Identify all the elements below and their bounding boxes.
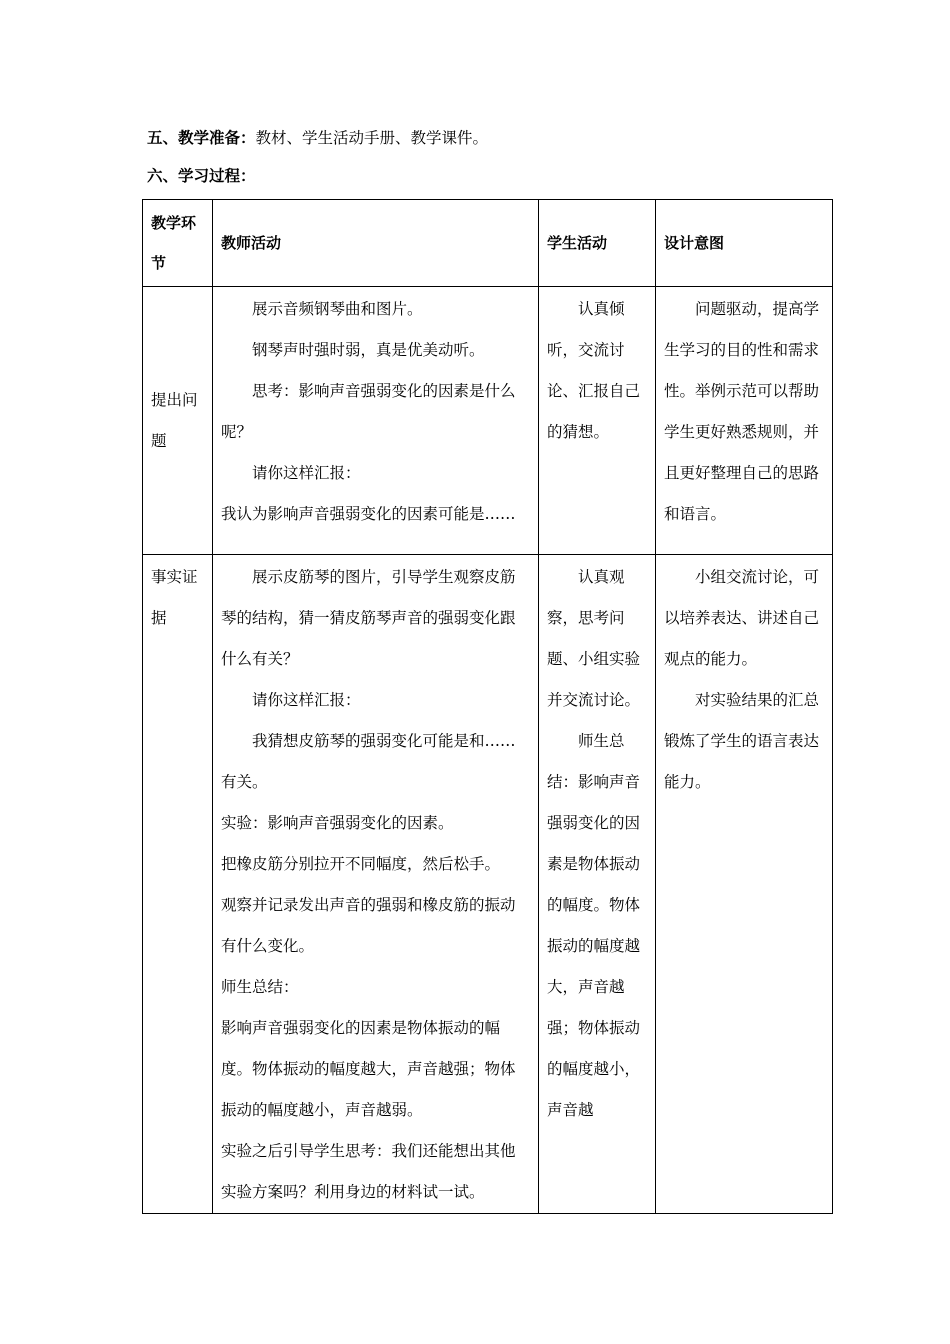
stage-cell <box>143 555 213 1214</box>
stage-cell <box>143 287 213 555</box>
table-row <box>143 555 833 1214</box>
header-cell-student <box>539 200 656 287</box>
teaching-preparation <box>147 128 488 148</box>
header-cell-intent <box>656 200 833 287</box>
table-header-row <box>143 200 833 287</box>
design-intent-cell <box>656 287 833 555</box>
header-stage: 教学环节 <box>151 214 197 272</box>
teacher-line: 思考：影响声音强弱变化的因素是什么呢？ <box>221 382 516 441</box>
header-intent: 设计意图 <box>664 234 725 252</box>
intent-line: 对实验结果的汇总锻炼了学生的语言表达能力。 <box>664 691 820 791</box>
header-student: 学生活动 <box>547 234 608 252</box>
header-cell-stage <box>143 200 213 287</box>
teacher-line: 把橡皮筋分别拉开不同幅度，然后松手。 <box>221 855 501 873</box>
teacher-activity-cell <box>213 287 539 555</box>
header-cell-teacher <box>213 200 539 287</box>
learning-process-heading <box>147 166 256 186</box>
student-line: 师生总结：影响声音强弱变化的因素是物体振动的幅度。物体振动的幅度越大，声音越强；物体振动的幅度越小，声音越 <box>547 732 641 1119</box>
teacher-line: 观察并记录发出声音的强弱和橡皮筋的振动有什么变化。 <box>221 896 516 955</box>
student-activity-clip <box>547 557 647 1200</box>
teacher-line: 钢琴声时强时弱，真是优美动听。 <box>252 341 485 359</box>
student-line: 认真观察，思考问题、小组实验并交流讨论。 <box>547 568 641 709</box>
teacher-line: 师生总结： <box>221 978 299 996</box>
teacher-line: 影响声音强弱变化的因素是物体振动的幅度。物体振动的幅度越大，声音越强；物体振动的幅度越小，声音越弱。 <box>221 1019 516 1119</box>
student-activity-cell <box>539 555 656 1214</box>
stage-label: 提出问题 <box>151 390 198 450</box>
table-row <box>143 287 833 555</box>
teacher-activity-cell <box>213 555 539 1214</box>
intent-line: 问题驱动，提高学生学习的目的性和需求性。举例示范可以帮助学生更好熟悉规则，并且更好整理自己的思路和语言。 <box>664 300 820 523</box>
student-line: 认真倾听，交流讨论、汇报自己的猜想。 <box>547 300 641 441</box>
teaching-preparation-text: 教材、学生活动手册、教学课件。 <box>255 129 489 147</box>
teacher-line: 实验之后引导学生思考：我们还能想出其他实验方案吗？利用身边的材料试一试。 <box>221 1142 516 1201</box>
stage-label: 事实证据 <box>151 568 198 627</box>
header-teacher: 教师活动 <box>221 234 282 252</box>
teaching-preparation-label: 五、教学准备： <box>147 129 256 147</box>
design-intent-cell <box>656 555 833 1214</box>
learning-process-label: 六、学习过程： <box>147 167 256 185</box>
teacher-line: 我猜想皮筋琴的强弱变化可能是和……有关。 <box>221 732 516 791</box>
teacher-line: 请你这样汇报： <box>252 464 361 482</box>
teacher-line: 展示皮筋琴的图片，引导学生观察皮筋琴的结构，猜一猜皮筋琴声音的强弱变化跟什么有关？ <box>221 568 516 668</box>
teacher-line: 展示音频钢琴曲和图片。 <box>252 300 423 318</box>
teacher-line: 请你这样汇报： <box>252 691 361 709</box>
student-activity-cell <box>539 287 656 555</box>
teacher-line: 我认为影响声音强弱变化的因素可能是…… <box>221 505 516 523</box>
intent-line: 小组交流讨论，可以培养表达、讲述自己观点的能力。 <box>664 568 820 668</box>
teacher-line: 实验：影响声音强弱变化的因素。 <box>221 814 454 832</box>
lesson-process-table <box>142 199 833 1214</box>
